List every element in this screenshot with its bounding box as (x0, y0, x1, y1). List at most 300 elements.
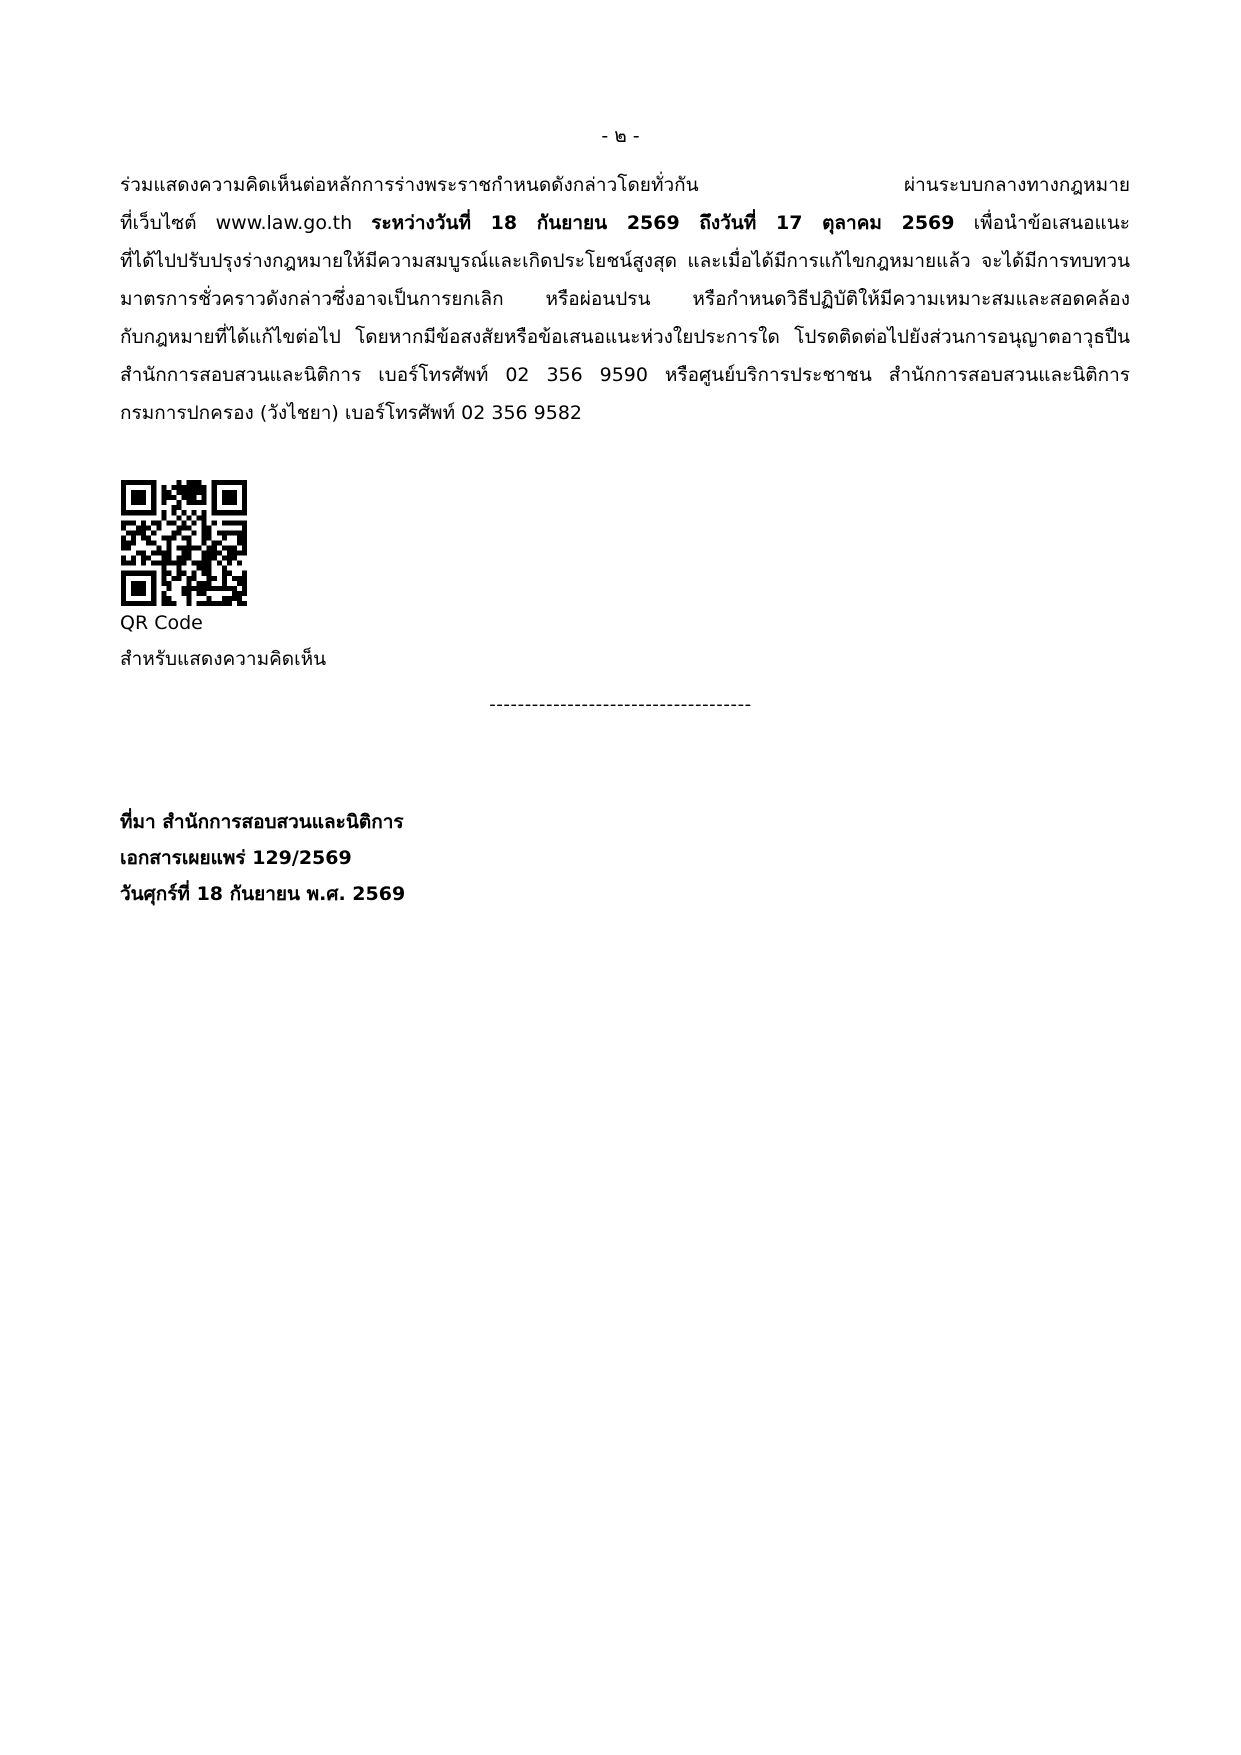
qr-module (242, 546, 247, 551)
qr-module (131, 591, 136, 596)
qr-module (141, 510, 146, 515)
qr-module (121, 576, 126, 581)
qr-module (197, 586, 202, 591)
qr-module (187, 546, 192, 551)
qr-module (136, 510, 141, 515)
qr-module (166, 556, 171, 561)
qr-module (141, 480, 146, 485)
qr-module (131, 556, 136, 561)
qr-module (126, 530, 131, 535)
qr-module (156, 546, 161, 551)
qr-module (121, 586, 126, 591)
qr-module (242, 520, 247, 525)
qr-module (207, 581, 212, 586)
qr-module (141, 490, 146, 495)
qr-module (151, 505, 156, 510)
qr-module (242, 480, 247, 485)
qr-module (212, 490, 217, 495)
qr-module (121, 505, 126, 510)
qr-module (141, 530, 146, 535)
qr-module (202, 561, 207, 566)
qr-module (187, 576, 192, 581)
qr-module (227, 596, 232, 601)
qr-module (237, 591, 242, 596)
paragraph-line-2-start: ที่เว็บไซต์ www.law.go.th (120, 212, 372, 234)
qr-module (181, 546, 186, 551)
qr-module (192, 561, 197, 566)
qr-module (232, 546, 237, 551)
qr-module (202, 571, 207, 576)
qr-module (202, 556, 207, 561)
qr-module (227, 500, 232, 505)
qr-module (131, 510, 136, 515)
qr-module (197, 561, 202, 566)
qr-module (187, 535, 192, 540)
qr-module (121, 485, 126, 490)
qr-module (131, 500, 136, 505)
qr-module (151, 530, 156, 535)
qr-module (187, 480, 192, 485)
qr-module (202, 510, 207, 515)
qr-module (237, 561, 242, 566)
qr-module (207, 586, 212, 591)
page-number: - ๒ - (601, 125, 640, 147)
source-agency: ที่มา สำนักการสอบสวนและนิติการ (120, 811, 404, 833)
qr-module (161, 561, 166, 566)
qr-module (207, 571, 212, 576)
qr-module (181, 586, 186, 591)
qr-module (131, 561, 136, 566)
qr-module (121, 500, 126, 505)
qr-module (237, 576, 242, 581)
qr-module (121, 480, 126, 485)
qr-caption-title: QR Code (120, 612, 203, 634)
qr-module (237, 581, 242, 586)
qr-module (212, 480, 217, 485)
qr-module (227, 546, 232, 551)
qr-module (151, 490, 156, 495)
qr-module (136, 581, 141, 586)
qr-module (207, 566, 212, 571)
qr-module (192, 576, 197, 581)
qr-module (136, 586, 141, 591)
qr-module (176, 490, 181, 495)
qr-module (237, 530, 242, 535)
qr-module (121, 571, 126, 576)
qr-module (126, 540, 131, 545)
qr-module (176, 561, 181, 566)
qr-module (121, 540, 126, 545)
qr-module (242, 576, 247, 581)
qr-module (176, 571, 181, 576)
qr-module (232, 490, 237, 495)
qr-module (126, 510, 131, 515)
qr-module (232, 520, 237, 525)
qr-module (222, 490, 227, 495)
qr-module (141, 586, 146, 591)
qr-module (121, 525, 126, 530)
qr-module (176, 500, 181, 505)
qr-module (131, 571, 136, 576)
qr-module (161, 591, 166, 596)
qr-module (232, 576, 237, 581)
qr-module (141, 535, 146, 540)
qr-module (202, 581, 207, 586)
qr-module (232, 480, 237, 485)
qr-module (202, 515, 207, 520)
announcement-paragraph (120, 166, 1130, 432)
qr-module (161, 490, 166, 495)
qr-module (212, 520, 217, 525)
qr-module (202, 530, 207, 535)
qr-module (207, 546, 212, 551)
qr-module (151, 591, 156, 596)
qr-module (151, 520, 156, 525)
qr-module (156, 520, 161, 525)
qr-module (141, 571, 146, 576)
qr-module (202, 520, 207, 525)
qr-module (161, 485, 166, 490)
qr-module (232, 586, 237, 591)
qr-module (126, 561, 131, 566)
qr-module (197, 480, 202, 485)
qr-module (202, 495, 207, 500)
qr-module (121, 490, 126, 495)
qr-module (176, 505, 181, 510)
qr-module (166, 586, 171, 591)
qr-module (171, 535, 176, 540)
qr-module (197, 591, 202, 596)
qr-module (126, 520, 131, 525)
qr-module (232, 500, 237, 505)
qr-module (151, 485, 156, 490)
source-block (120, 804, 405, 912)
qr-module (151, 510, 156, 515)
qr-module (227, 586, 232, 591)
qr-module (232, 495, 237, 500)
qr-module (146, 480, 151, 485)
qr-module (187, 556, 192, 561)
qr-module (227, 561, 232, 566)
paragraph-line-3: ที่ได้ไปปรับปรุงร่างกฎหมายให้มีความสมบูรณ์และเกิดประโยชน์สูงสุด และเมื่อได้มีการแก้ไขกฎหมายแล้ว จะได้มีการทบทวน (120, 250, 1130, 272)
qr-module (192, 546, 197, 551)
qr-module (131, 480, 136, 485)
source-document-number: เอกสารเผยแพร่ 129/2569 (120, 847, 352, 869)
qr-module (237, 520, 242, 525)
qr-module (192, 520, 197, 525)
qr-module (146, 525, 151, 530)
qr-module (187, 490, 192, 495)
qr-module (212, 586, 217, 591)
qr-module (232, 530, 237, 535)
qr-module (232, 551, 237, 556)
qr-module (146, 556, 151, 561)
qr-module (166, 490, 171, 495)
qr-caption-description: สำหรับแสดงความคิดเห็น (120, 648, 327, 670)
qr-module (197, 581, 202, 586)
qr-module (176, 556, 181, 561)
qr-module (227, 530, 232, 535)
qr-module (207, 535, 212, 540)
source-date: วันศุกร์ที่ 18 กันยายน พ.ศ. 2569 (120, 883, 406, 905)
qr-module (161, 596, 166, 601)
qr-module (136, 500, 141, 505)
qr-module (181, 571, 186, 576)
qr-module (141, 556, 146, 561)
qr-module (207, 556, 212, 561)
qr-module (181, 561, 186, 566)
qr-module (202, 540, 207, 545)
qr-module (151, 500, 156, 505)
qr-module (171, 485, 176, 490)
qr-module (227, 510, 232, 515)
qr-code-image[interactable] (121, 480, 247, 606)
qr-module (141, 495, 146, 500)
qr-module (202, 535, 207, 540)
qr-module (232, 591, 237, 596)
qr-module (192, 485, 197, 490)
qr-module (227, 490, 232, 495)
qr-module (242, 525, 247, 530)
qr-module (202, 551, 207, 556)
qr-module (212, 495, 217, 500)
qr-module (161, 500, 166, 505)
qr-module (131, 535, 136, 540)
qr-module (166, 535, 171, 540)
qr-module (217, 551, 222, 556)
qr-module (151, 551, 156, 556)
qr-module (166, 495, 171, 500)
qr-module (131, 540, 136, 545)
qr-module (217, 510, 222, 515)
qr-module (242, 510, 247, 515)
qr-module (156, 525, 161, 530)
qr-module (222, 500, 227, 505)
qr-module (161, 566, 166, 571)
qr-module (131, 586, 136, 591)
qr-module (187, 586, 192, 591)
qr-module (192, 510, 197, 515)
qr-module (121, 591, 126, 596)
qr-module (192, 500, 197, 505)
qr-module (202, 566, 207, 571)
qr-module (121, 520, 126, 525)
qr-module (192, 490, 197, 495)
qr-module (131, 495, 136, 500)
qr-module (166, 581, 171, 586)
qr-module (217, 530, 222, 535)
qr-module (141, 591, 146, 596)
qr-module (151, 480, 156, 485)
paragraph-line-7: กรมการปกครอง (วังไชยา) เบอร์โทรศัพท์ 02 356 9582 (120, 402, 583, 424)
qr-module (161, 556, 166, 561)
qr-module (156, 551, 161, 556)
qr-module (141, 500, 146, 505)
qr-module (222, 596, 227, 601)
qr-module (166, 520, 171, 525)
qr-module (222, 535, 227, 540)
qr-module (156, 561, 161, 566)
qr-module (121, 546, 126, 551)
qr-module (207, 551, 212, 556)
paragraph-line-2 (120, 204, 1130, 242)
qr-module (131, 490, 136, 495)
qr-module (222, 530, 227, 535)
qr-module (222, 480, 227, 485)
qr-module (227, 495, 232, 500)
qr-module (136, 525, 141, 530)
paragraph-line-1: ร่วมแสดงความคิดเห็นต่อหลักการร่างพระราชกำหนดดังกล่าวโดยทั่วกัน ผ่านระบบกลางทางกฎหมาย (120, 174, 1130, 196)
qr-module (176, 525, 181, 530)
qr-module (192, 571, 197, 576)
qr-module (227, 556, 232, 561)
qr-module (187, 540, 192, 545)
paragraph-line-2-end: เพื่อนำข้อเสนอแนะ (954, 212, 1130, 234)
qr-module (151, 586, 156, 591)
qr-module (151, 540, 156, 545)
qr-module (222, 581, 227, 586)
qr-module (202, 525, 207, 530)
qr-module (197, 515, 202, 520)
qr-module (181, 525, 186, 530)
qr-module (171, 495, 176, 500)
qr-module (176, 485, 181, 490)
qr-module (126, 480, 131, 485)
qr-module (171, 510, 176, 515)
qr-module (232, 556, 237, 561)
qr-module (171, 505, 176, 510)
qr-module (212, 505, 217, 510)
qr-module (161, 535, 166, 540)
qr-module (202, 500, 207, 505)
qr-module (227, 520, 232, 525)
qr-module (192, 495, 197, 500)
qr-caption (120, 605, 326, 677)
qr-module (237, 551, 242, 556)
qr-module (176, 480, 181, 485)
qr-module (222, 520, 227, 525)
qr-module (141, 581, 146, 586)
qr-module (181, 556, 186, 561)
qr-module (212, 556, 217, 561)
qr-module (202, 591, 207, 596)
qr-module (151, 495, 156, 500)
qr-module (126, 571, 131, 576)
qr-module (242, 500, 247, 505)
qr-module (222, 556, 227, 561)
qr-module (207, 530, 212, 535)
qr-module (222, 586, 227, 591)
qr-module (136, 480, 141, 485)
qr-module (166, 571, 171, 576)
qr-module (121, 581, 126, 586)
qr-module (141, 561, 146, 566)
qr-module (121, 510, 126, 515)
qr-module (126, 546, 131, 551)
qr-module (121, 596, 126, 601)
qr-module (212, 510, 217, 515)
qr-module (237, 540, 242, 545)
qr-module (131, 520, 136, 525)
qr-module (171, 520, 176, 525)
qr-module (207, 561, 212, 566)
qr-module (212, 485, 217, 490)
qr-module (181, 485, 186, 490)
qr-module (197, 490, 202, 495)
qr-module (171, 561, 176, 566)
qr-module (187, 515, 192, 520)
qr-module (146, 510, 151, 515)
qr-module (161, 510, 166, 515)
qr-module (187, 495, 192, 500)
qr-module (212, 551, 217, 556)
qr-module (227, 551, 232, 556)
qr-module (192, 586, 197, 591)
qr-module (212, 500, 217, 505)
qr-module (181, 551, 186, 556)
qr-module (181, 520, 186, 525)
qr-module (237, 480, 242, 485)
qr-module (222, 495, 227, 500)
qr-module (176, 576, 181, 581)
qr-module (161, 576, 166, 581)
qr-module (237, 510, 242, 515)
qr-module (176, 546, 181, 551)
qr-module (232, 596, 237, 601)
qr-module (222, 571, 227, 576)
qr-module (202, 490, 207, 495)
qr-module (227, 480, 232, 485)
qr-module (187, 500, 192, 505)
qr-module (136, 591, 141, 596)
separator-line: ------------------------------------- (489, 694, 752, 715)
qr-module (161, 581, 166, 586)
qr-module (176, 566, 181, 571)
qr-module (181, 591, 186, 596)
qr-module (151, 571, 156, 576)
qr-module (166, 546, 171, 551)
paragraph-line-5: กับกฎหมายที่ได้แก้ไขต่อไป โดยหากมีข้อสงสัยหรือข้อเสนอแนะห่วงใยประการใด โปรดติดต่อไปยังส่วนการอนุญาตอาวุธปืน (120, 326, 1130, 348)
qr-module (217, 540, 222, 545)
qr-module (171, 576, 176, 581)
qr-module (166, 540, 171, 545)
qr-module (151, 576, 156, 581)
qr-module (242, 485, 247, 490)
qr-module (187, 485, 192, 490)
qr-module (242, 540, 247, 545)
qr-module (227, 571, 232, 576)
qr-module (222, 576, 227, 581)
qr-module (146, 535, 151, 540)
qr-module (197, 485, 202, 490)
qr-module (187, 596, 192, 601)
qr-module (151, 561, 156, 566)
qr-module (242, 490, 247, 495)
qr-module (222, 566, 227, 571)
qr-module (151, 596, 156, 601)
qr-module (242, 571, 247, 576)
qr-module (141, 525, 146, 530)
qr-module (242, 591, 247, 596)
qr-module (161, 551, 166, 556)
qr-module (187, 525, 192, 530)
qr-module (237, 596, 242, 601)
qr-module (121, 495, 126, 500)
qr-module (242, 530, 247, 535)
qr-module (192, 480, 197, 485)
qr-module (121, 556, 126, 561)
qr-module (187, 591, 192, 596)
